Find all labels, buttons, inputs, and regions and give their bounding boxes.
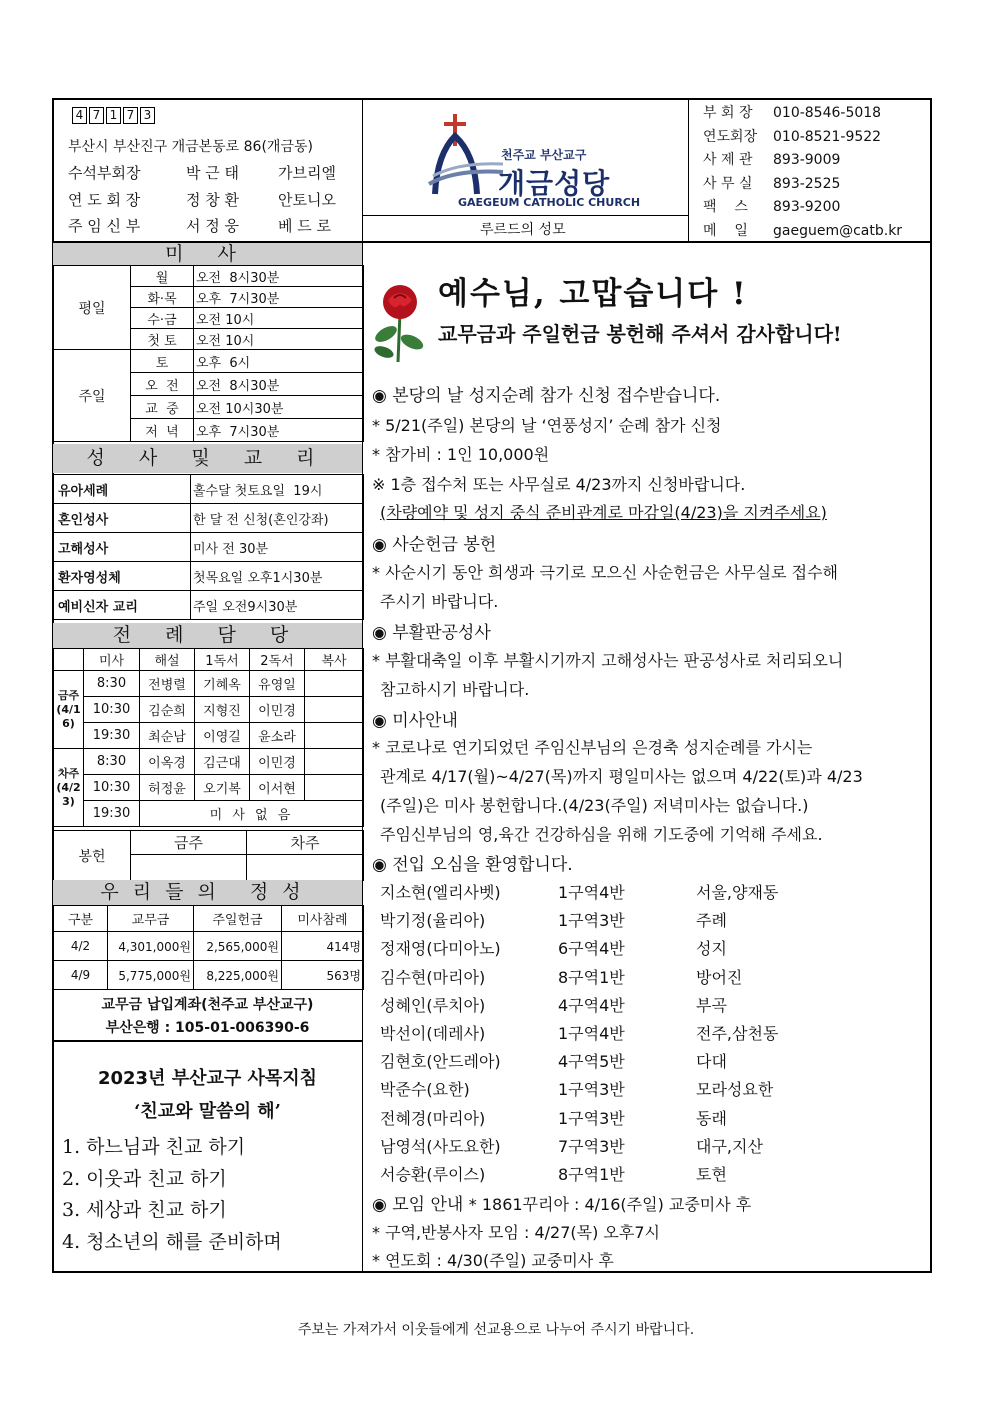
liturgy-reader1: 지형진 <box>195 697 250 723</box>
liturgy-time: 19:30 <box>84 801 140 827</box>
liturgy-header: 1독서 <box>195 649 250 671</box>
postcode-digit: 1 <box>106 107 121 124</box>
sacrament-name: 예비신자 교리 <box>54 591 191 620</box>
liturgy-time: 10:30 <box>84 697 140 723</box>
devotion-attendance: 414명 <box>282 932 364 961</box>
header-divider <box>688 98 689 242</box>
this-week-label: 금주(4/16) <box>54 671 84 749</box>
liturgy-commentator: 김순희 <box>140 697 195 723</box>
notice-line: * 사순시기 동안 희생과 극기로 모으신 사순헌금은 사무실로 접수해 <box>372 563 839 582</box>
list-item: 박준수(요한) 1구역3반 모라성요한 <box>380 1080 774 1100</box>
liturgy-time: 8:30 <box>84 671 140 697</box>
contacts <box>703 102 902 243</box>
lent-heading: ◉ 사순헌금 봉헌 <box>372 535 497 555</box>
notice-line: * 코로나로 연기되었던 주임신부님의 은경축 성지순례를 가시는 <box>372 738 813 757</box>
sacrament-value: 미사 전 30분 <box>191 533 364 562</box>
sacrament-value: 한 달 전 신청(혼인강좌) <box>191 504 364 533</box>
mass-info-heading: ◉ 미사안내 <box>372 711 458 731</box>
liturgy-section-title: 전 례 담 당 <box>53 623 362 648</box>
mass-day: 교 중 <box>131 396 194 419</box>
sacrament-value: 첫목요일 오후1시30분 <box>191 562 364 591</box>
address: 부산시 부산진구 개금본동로 86(개금동) <box>68 139 313 155</box>
meeting-heading: ◉ 모임 안내 * 1861꾸리아 : 4/16(주일) 교중미사 후 <box>372 1195 752 1215</box>
pastoral-item: 3. 세상과 친교 하기 <box>62 1199 227 1221</box>
account-title: 교무금 납입계좌(천주교 부산교구) <box>101 997 314 1013</box>
account-number: 부산은행 : 105-01-006390-6 <box>105 1020 310 1036</box>
devotion-sunday-offering: 2,565,000원 <box>194 932 282 961</box>
liturgy-commentator: 전병렬 <box>140 671 195 697</box>
liturgy-reader1: 김근대 <box>195 749 250 775</box>
mass-time: 오후 7시30분 <box>194 287 364 308</box>
officer-row: 주 임 신 부 서 정 웅 베 드 로 <box>68 217 332 235</box>
footer-note: 주보는 가져가서 이웃들에게 선교용으로 나누어 주시기 바랍니다. <box>297 1322 695 1338</box>
mass-day: 첫 토 <box>131 329 194 350</box>
notice-line: * 참가비 : 1인 10,000원 <box>372 445 550 464</box>
devotion-attendance: 563명 <box>282 961 364 990</box>
pilgrimage-heading: ◉ 본당의 날 성지순례 참가 신청 접수받습니다. <box>372 386 721 406</box>
notice-line: ※ 1층 접수처 또는 사무실로 4/23까지 신청바랍니다. <box>372 475 746 494</box>
sunday-label: 주일 <box>54 350 131 442</box>
devotion-date: 4/2 <box>54 932 108 961</box>
sacraments-table <box>53 474 364 620</box>
devotion-sunday-offering: 8,225,000원 <box>194 961 282 990</box>
liturgy-header: 해설 <box>140 649 195 671</box>
liturgy-table <box>53 648 364 827</box>
list-item: 김수현(마리아) 8구역1반 방어진 <box>380 967 743 987</box>
offering-next-week: 차주 <box>247 831 364 855</box>
pastoral-subtitle: ‘친교와 말씀의 해’ <box>134 1101 281 1122</box>
liturgy-reader2: 윤소라 <box>250 723 305 749</box>
liturgy-server <box>305 749 364 775</box>
list-item: 박선이(데레사) 1구역4반 전주,삼천동 <box>380 1024 779 1044</box>
liturgy-reader1: 오기복 <box>195 775 250 801</box>
liturgy-reader2: 이민경 <box>250 697 305 723</box>
no-mass-note: 미 사 없 음 <box>140 801 364 827</box>
devotion-header: 미사참례 <box>282 906 364 932</box>
liturgy-reader2: 이서현 <box>250 775 305 801</box>
postcode-digit: 7 <box>89 107 104 124</box>
account-rule <box>52 1040 363 1042</box>
notice-line: 주임신부님의 영,육간 건강하심을 위해 기도중에 기억해 주세요. <box>380 825 823 844</box>
notice-line: * 부활대축일 이후 부활시기까지 고해성사는 판공성사로 처리되오니 <box>372 651 844 670</box>
liturgy-reader1: 이영길 <box>195 723 250 749</box>
email-link[interactable]: gaeguem@catb.kr <box>773 222 903 239</box>
devotion-dues: 4,301,000원 <box>108 932 194 961</box>
mass-day: 오 전 <box>131 373 194 396</box>
sacrament-name: 고해성사 <box>54 533 191 562</box>
liturgy-reader1: 기혜옥 <box>195 671 250 697</box>
pastoral-item: 4. 청소년의 해를 준비하며 <box>62 1231 282 1253</box>
mass-time: 오후 6시 <box>194 350 364 373</box>
list-item: 서승환(루이스) 8구역1반 토현 <box>380 1165 727 1185</box>
liturgy-server <box>305 697 364 723</box>
notice-line: * 1861꾸리아 : 4/16(주일) 교중미사 후 <box>468 1195 752 1214</box>
banner-subtitle: 교무금과 주일헌금 봉헌해 주셔서 감사합니다! <box>438 322 842 346</box>
offering-table <box>53 830 364 881</box>
mass-day: 수·금 <box>131 308 194 329</box>
notice-line: (주일)은 미사 봉헌합니다.(4/23(주일) 저녁미사는 없습니다.) <box>380 796 809 815</box>
officer-row: 연 도 회 장 정 창 환 안토니오 <box>68 191 336 209</box>
sacrament-name: 혼인성사 <box>54 504 191 533</box>
postcode-digit: 3 <box>140 107 155 124</box>
devotion-dues: 5,775,000원 <box>108 961 194 990</box>
sacrament-name: 유아세례 <box>54 475 191 504</box>
notice-line: (차량예약 및 성지 중식 준비관계로 마감일(4/23)을 지켜주세요) <box>380 503 827 522</box>
rose-icon <box>370 282 430 364</box>
liturgy-commentator: 이옥경 <box>140 749 195 775</box>
liturgy-server <box>305 775 364 801</box>
devotion-header: 교무금 <box>108 906 194 932</box>
mass-time: 오전 8시30분 <box>194 373 364 396</box>
contact-row: 부 회 장 010-8546-5018 <box>703 105 882 121</box>
liturgy-time: 19:30 <box>84 723 140 749</box>
liturgy-reader2: 이민경 <box>250 749 305 775</box>
logo-diocese: 천주교 부산교구 <box>501 148 587 162</box>
liturgy-commentator: 최순남 <box>140 723 195 749</box>
offering-this-week: 금주 <box>131 831 247 855</box>
notice-line: 관계로 4/17(월)~4/27(목)까지 평일미사는 없으며 4/22(토)과 4/23 <box>380 767 863 786</box>
welcome-heading: ◉ 전입 오심을 환영합니다. <box>372 855 573 875</box>
liturgy-header: 미사 <box>84 649 140 671</box>
patron-rule <box>363 215 688 216</box>
list-item: 남영석(사도요한) 7구역3반 대구,지산 <box>380 1136 763 1156</box>
contact-row: 팩 스 893-9200 <box>703 199 841 215</box>
pastoral-item: 1. 하느님과 친교 하기 <box>62 1136 246 1158</box>
pastoral-item: 2. 이웃과 친교 하기 <box>62 1168 227 1190</box>
list-item: 지소현(엘리사벳) 1구역4반 서울,양재동 <box>380 883 779 902</box>
contact-row: 연도회장 010-8521-9522 <box>703 128 882 145</box>
weekday-label: 평일 <box>54 266 131 350</box>
notice-line: * 연도회 : 4/30(주일) 교중미사 후 <box>372 1251 614 1270</box>
liturgy-time: 10:30 <box>84 775 140 801</box>
logo-english: GAEGEUM CATHOLIC CHURCH <box>458 196 641 209</box>
liturgy-commentator: 허정윤 <box>140 775 195 801</box>
officer-row: 수석부회장 박 근 태 가브리엘 <box>68 164 336 182</box>
contact-row: 사 제 관 893-9009 <box>703 152 841 168</box>
banner-title: 예수님, 고맙습니다 ! <box>438 276 748 312</box>
list-item: 전혜경(마리아) 1구역3반 동래 <box>380 1108 727 1128</box>
mass-time: 오전 10시30분 <box>194 396 364 419</box>
notice-line: * 구역,반봉사자 모임 : 4/27(목) 오후7시 <box>372 1223 660 1242</box>
mass-day: 저 녁 <box>131 419 194 442</box>
mass-day: 화·목 <box>131 287 194 308</box>
liturgy-reader2: 유영일 <box>250 671 305 697</box>
sacrament-value: 주일 오전9시30분 <box>191 591 364 620</box>
liturgy-time: 8:30 <box>84 749 140 775</box>
pastoral-title: 2023년 부산교구 사목지침 <box>97 1068 318 1089</box>
contact-row: 메 일 gaeguem@catb.kr <box>703 222 903 239</box>
list-item: 김현호(안드레아) 4구역5반 다대 <box>380 1052 727 1072</box>
mass-time: 오전 8시30분 <box>194 266 364 287</box>
mass-time: 오후 7시30분 <box>194 419 364 442</box>
liturgy-header: 복사 <box>305 649 364 671</box>
sacraments-section-title: 성 사 및 교 리 <box>53 444 362 473</box>
contact-row: 사 무 실 893-2525 <box>703 175 841 192</box>
logo-church-name: 개금성당 <box>498 167 611 200</box>
mass-day: 월 <box>131 266 194 287</box>
liturgy-header: 2독서 <box>250 649 305 671</box>
mass-time: 오전 10시 <box>194 329 364 350</box>
devotion-date: 4/9 <box>54 961 108 990</box>
mass-time: 오전 10시 <box>194 308 364 329</box>
postcode-digit: 7 <box>123 107 138 124</box>
liturgy-server <box>305 671 364 697</box>
mass-section-title: 미 사 <box>53 243 362 265</box>
offering-label: 봉헌 <box>54 831 131 881</box>
devotion-header: 주일헌금 <box>194 906 282 932</box>
devotion-header: 구분 <box>54 906 108 932</box>
devotion-table <box>53 905 364 990</box>
patron: 루르드의 성모 <box>480 222 566 238</box>
notice-line: 주시기 바랍니다. <box>380 592 499 611</box>
mass-schedule-table <box>53 265 364 442</box>
mass-day: 토 <box>131 350 194 373</box>
postcode-digit: 4 <box>72 107 87 124</box>
notice-line: 참고하시기 바랍니다. <box>380 680 530 699</box>
liturgy-server <box>305 723 364 749</box>
postcode <box>72 107 155 124</box>
notice-line: * 5/21(주일) 본당의 날 ‘연풍성지’ 순례 참가 신청 <box>372 416 722 435</box>
church-logo-icon <box>425 114 505 198</box>
next-week-label: 차주(4/23) <box>54 749 84 827</box>
penance-heading: ◉ 부활판공성사 <box>372 623 491 643</box>
list-item: 정재영(다미아노) 6구역4반 성지 <box>380 939 727 959</box>
list-item: 성혜인(루치아) 4구역4반 부곡 <box>380 995 727 1015</box>
newcomer-list <box>380 879 778 1189</box>
devotion-section-title: 우리들의 정성 <box>53 880 362 905</box>
list-item: 박기정(율리아) 1구역3반 주례 <box>380 911 727 931</box>
sacrament-value: 홀수달 첫토요일 19시 <box>191 475 364 504</box>
sacrament-name: 환자영성체 <box>54 562 191 591</box>
